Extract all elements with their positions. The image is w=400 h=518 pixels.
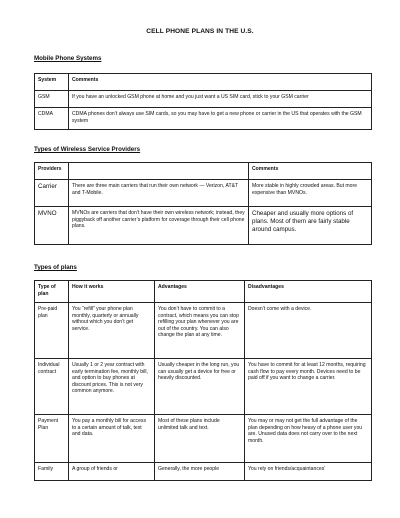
table-header-cell: System bbox=[35, 74, 69, 91]
table-cell: You rely on friends/acquaintances’ bbox=[245, 463, 372, 481]
section-heading-providers: Types of Wireless Service Providers bbox=[34, 146, 141, 153]
table-cell: MVNO bbox=[35, 207, 69, 245]
table-cell: There are three main carriers that run their own network — Verizon, AT&T and T-Mobile. bbox=[69, 180, 249, 207]
table-row bbox=[35, 108, 372, 130]
table-cell: Usually 1 or 2 year contract with early termination fee, monthly bill, and option to buy phones at discount prices. This is not very common anymore. bbox=[69, 359, 155, 415]
table-cell: CDMA bbox=[35, 108, 69, 130]
table-header-cell bbox=[69, 163, 249, 180]
table-header-cell: How it works bbox=[69, 281, 155, 303]
table-cell: More stable in highly crowded areas. But more expensive than MVNOs. bbox=[249, 180, 372, 207]
plans-table bbox=[34, 280, 372, 481]
table-row bbox=[35, 463, 372, 481]
table-header-cell: Comments bbox=[69, 74, 372, 91]
table-header-cell: Providers bbox=[35, 163, 69, 180]
table-cell: Individual contract bbox=[35, 359, 69, 415]
table-header-cell: Comments bbox=[249, 163, 372, 180]
providers-table bbox=[34, 162, 372, 245]
table-cell: You pay a monthly bill for access to a certain amount of talk, text and data. bbox=[69, 415, 155, 463]
section-heading-plans: Types of plans bbox=[34, 264, 77, 271]
table-cell: A group of friends or bbox=[69, 463, 155, 481]
table-cell: You don’t have to commit to a contract, which means you can stop refilling your plan whenever you are out of the country. You can also change the plan at any time. bbox=[155, 303, 245, 359]
systems-table bbox=[34, 73, 372, 130]
table-cell: Pre-paid plan bbox=[35, 303, 69, 359]
table-header-cell: Disadvantages bbox=[245, 281, 372, 303]
table-cell: Most of these plans include unlimited talk and text. bbox=[155, 415, 245, 463]
table-header-cell: Type of plan bbox=[35, 281, 69, 303]
table-row bbox=[35, 359, 372, 415]
table-row bbox=[35, 303, 372, 359]
table-row bbox=[35, 207, 372, 245]
table-cell: You have to commit for at least 12 months, requiring cash flow to pay every month. Devices need to be paid off if you want to change a carrier. bbox=[245, 359, 372, 415]
table-header-row bbox=[35, 281, 372, 303]
table-cell: You “refill” your phone plan monthly, quarterly or annually without which you don’t get service. bbox=[69, 303, 155, 359]
table-cell: CDMA phones don’t always use SIM cards, so you may have to get a new phone or carrier in the US that operates with the GSM system bbox=[69, 108, 372, 130]
table-cell: If you have an unlocked GSM phone at home and you just want a US SIM card, stick to your GSM carrier bbox=[69, 91, 372, 108]
table-cell: Doesn’t come with a device. bbox=[245, 303, 372, 359]
section-heading-systems: Mobile Phone Systems bbox=[34, 55, 102, 62]
table-cell: MVNOs are carriers that don’t have their own wireless network; instead, they piggyback off another carrier’s platform for coverage through their cell phone plans. bbox=[69, 207, 249, 245]
table-cell: Usually cheaper in the long run, you can usually get a device for free or heavily discounted. bbox=[155, 359, 245, 415]
table-header-row bbox=[35, 74, 372, 91]
table-cell: You may or may not get the full advantage of the plan depending on how heavy of a phone user you are. Unused data does not carry over to the next month. bbox=[245, 415, 372, 463]
table-row bbox=[35, 91, 372, 108]
table-cell: Payment Plan bbox=[35, 415, 69, 463]
table-cell: Cheaper and usually more options of plans. Most of them are fairly stable around campus. bbox=[249, 207, 372, 245]
table-header-row bbox=[35, 163, 372, 180]
page-title: CELL PHONE PLANS IN THE U.S. bbox=[146, 28, 254, 35]
table-cell: GSM bbox=[35, 91, 69, 108]
table-header-cell: Advantages bbox=[155, 281, 245, 303]
table-row bbox=[35, 415, 372, 463]
table-row bbox=[35, 180, 372, 207]
table-cell: Generally, the more people bbox=[155, 463, 245, 481]
table-cell: Family bbox=[35, 463, 69, 481]
table-cell: Carrier bbox=[35, 180, 69, 207]
